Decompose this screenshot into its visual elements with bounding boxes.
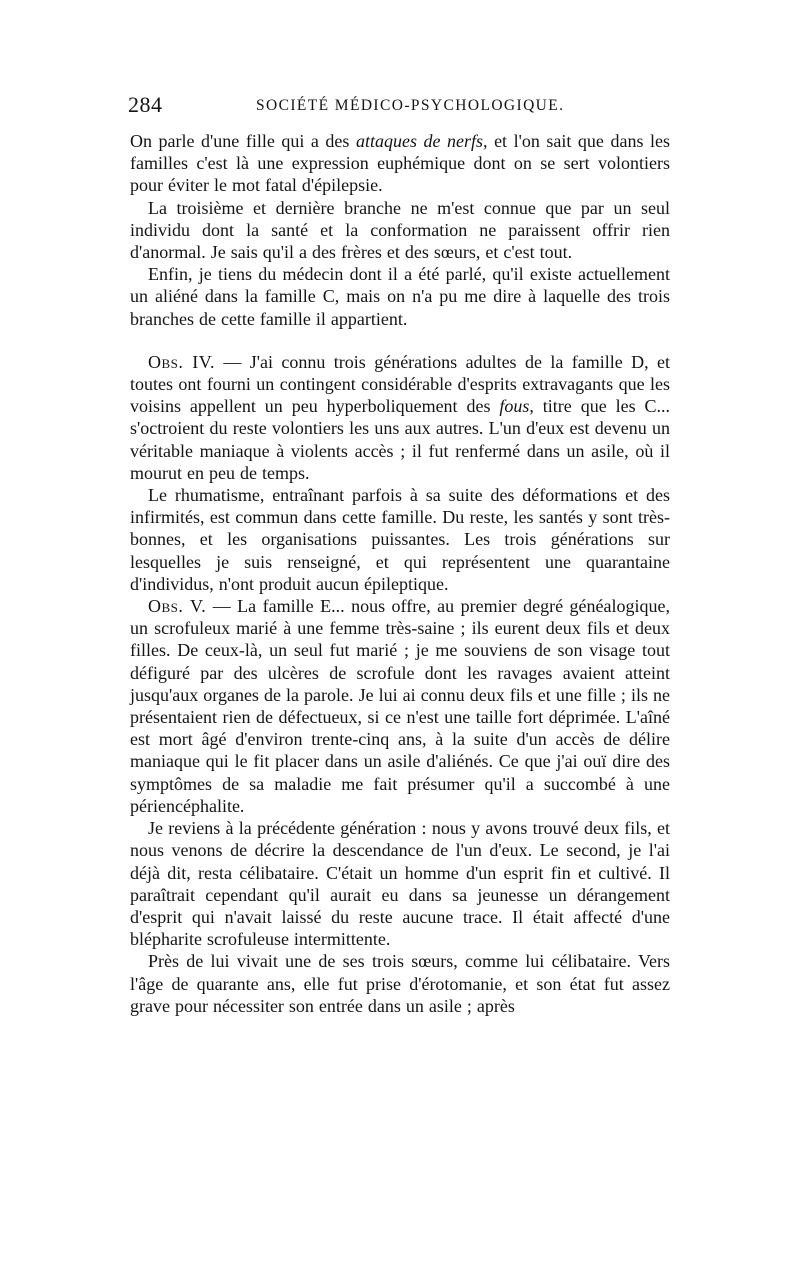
page-body	[130, 130, 670, 1017]
running-header	[128, 92, 672, 122]
paragraph-1-text-b: , et l'on sait que dans les familles c'est là une expression euphémique dont on se sert volontiers pour éviter le mot fatal d'épilepsie.	[130, 131, 670, 196]
observation-5-label: Obs. V.	[148, 596, 207, 617]
paragraph-5: Le rhumatisme, entraînant parfois à sa suite des déformations et des infirmités, est commun dans cette famille. Du reste, les santés y sont très-bonnes, et les organisations puissantes. Les trois générations sur lesquelles je suis renseigné, et qui représentent une quarantaine d'individus, n'ont produit aucun épileptique.	[130, 485, 670, 594]
observation-4	[130, 351, 670, 484]
observation-4-label: Obs. IV.	[148, 351, 215, 372]
paragraph-1-text-a: On parle d'une fille qui a des	[130, 131, 356, 151]
observation-5	[130, 595, 670, 817]
observation-4-text-b: , titre que les C... s'octroient du reste volontiers les uns aux autres. L'un d'eux est devenu un véritable maniaque à violents accès ; il fut renfermé dans un asile, où il mourut en peu de temps.	[130, 396, 670, 483]
paragraph-2: La troisième et dernière branche ne m'est connue que par un seul individu dont la santé et la conformation ne paraissent offrir rien d'anormal. Je sais qu'il a des frères et des sœurs, et c'est tout.	[130, 197, 670, 263]
running-title: SOCIÉTÉ MÉDICO-PSYCHOLOGIQUE.	[256, 97, 565, 114]
paragraph-7: Je reviens à la précédente génération : nous y avons trouvé deux fils, et nous venons de décrire la descendance de l'un d'eux. Le second, je l'ai déjà dit, resta célibataire. C'était un homme d'un esprit fin et cultivé. Il paraîtrait cependant qu'il aurait eu dans sa jeunesse un dérangement d'esprit qui n'avait laissé du reste aucune trace. Il était affecté d'une blépharite scrofuleuse intermittente.	[130, 818, 670, 950]
page-number: 284	[128, 92, 163, 117]
observation-4-italic: fous	[499, 396, 530, 417]
paragraph-3: Enfin, je tiens du médecin dont il a été parlé, qu'il existe actuellement un aliéné dans la famille C, mais on n'a pu me dire à laquelle des trois branches de cette famille il appartient.	[130, 264, 670, 329]
paragraph-8: Près de lui vivait une de ses trois sœurs, comme lui célibataire. Vers l'âge de quarante ans, elle fut prise d'érotomanie, et son état fut assez grave pour nécessiter son entrée dans un asile ; après	[130, 951, 670, 1016]
observation-4-text-a: — J'ai connu trois générations adultes de la famille D, et toutes ont fourni un contingent considérable d'esprits extravagants que les voisins appellent un peu hyperboliquement des	[130, 351, 670, 417]
paragraph-1	[130, 130, 670, 197]
observation-5-text: — La famille E... nous offre, au premier degré généalogique, un scrofuleux marié à une femme très-saine ; ils eurent deux fils et deux filles. De ceux-là, un seul fut marié ; je me souviens de son visage tout défiguré par des ulcères de scrofule dont les ravages avaient atteint jusqu'aux organes de la parole. Je lui ai connu deux fils et une fille ; ils ne présentaient rien de défectueux, si ce n'est une taille fort déprimée. L'aîné est mort âgé d'environ trente-cinq ans, à la suite d'un accès de délire maniaque qui le fit placer dans un asile d'aliénés. Ce que j'ai ouï dire des symptômes de sa maladie me fait présumer qu'il a succombé à une périencéphalite.	[130, 596, 670, 816]
paragraph-1-italic: attaques de nerfs	[355, 131, 484, 151]
